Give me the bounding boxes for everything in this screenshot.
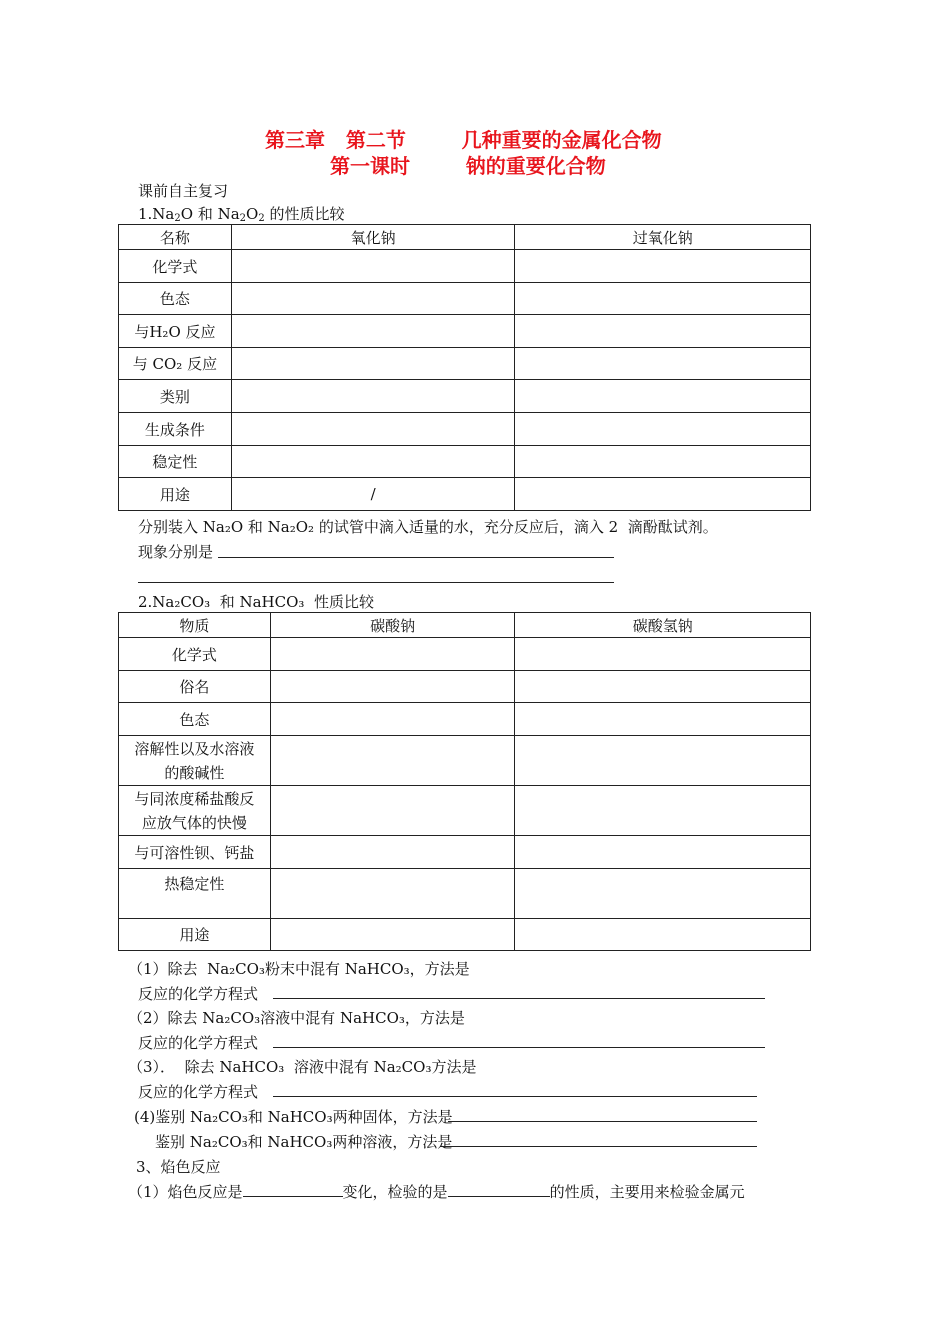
answer-line[interactable] <box>218 557 614 558</box>
section3-question-1 <box>128 1181 745 1202</box>
answer-line[interactable] <box>138 582 614 583</box>
answer-blank[interactable] <box>448 1182 550 1197</box>
page-title: 第三章 第二节 几种重要的金属化合物 <box>265 128 662 152</box>
question-2: （2）除去 Na₂CO₃溶液中混有 NaHCO₃，方法是 <box>128 1009 465 1027</box>
table-cell <box>231 413 515 446</box>
table-cell <box>231 315 515 348</box>
table1-header-na2o2: 过氧化钠 <box>515 225 811 250</box>
table1-header-na2o: 氧化钠 <box>231 225 515 250</box>
table-row: 与 CO₂ 反应 <box>119 348 232 380</box>
use-mark: / <box>231 478 515 511</box>
section1-note: 分别装入 Na₂O 和 Na₂O₂ 的试管中滴入适量的水，充分反应后，滴入 2 滴酚酞试剂。 <box>138 518 718 536</box>
answer-line[interactable] <box>440 1146 757 1147</box>
table-cell <box>270 836 515 869</box>
table-row: 类别 <box>119 380 232 413</box>
section2-heading: 2.Na₂CO₃ 和 NaHCO₃ 性质比较 <box>138 593 374 611</box>
table-cell <box>231 348 515 380</box>
table-cell <box>515 446 811 478</box>
q-part: （1）焰色反应是 <box>128 1183 243 1201</box>
answer-line[interactable] <box>273 1047 765 1048</box>
intro-text: 课前自主复习 <box>138 182 229 200</box>
table-row: 化学式 <box>119 638 271 671</box>
table-cell <box>515 869 811 919</box>
table-cell <box>515 919 811 951</box>
table-cell <box>515 250 811 283</box>
table-cell <box>270 736 515 786</box>
table-cell <box>515 315 811 348</box>
table-cell <box>270 671 515 703</box>
phenomenon-label: 现象分别是 <box>138 543 214 561</box>
table-row: 俗名 <box>119 671 271 703</box>
equation-label: 反应的化学方程式 <box>138 985 259 1003</box>
table2-header-nahco3: 碳酸氢钠 <box>515 613 811 638</box>
table-row: 用途 <box>119 478 232 511</box>
question-4a: (4)鉴别 Na₂CO₃和 NaHCO₃两种固体，方法是 <box>134 1108 453 1126</box>
table-cell <box>515 380 811 413</box>
answer-line[interactable] <box>448 1121 757 1122</box>
table2-header-na2co3: 碳酸钠 <box>270 613 515 638</box>
table-row: 与H₂O 反应 <box>119 315 232 348</box>
table-row: 稳定性 <box>119 446 232 478</box>
page-subtitle: 第一课时 钠的重要化合物 <box>330 154 606 178</box>
row-label-line: 应放气体的快慢 <box>141 813 247 832</box>
answer-blank[interactable] <box>243 1182 343 1197</box>
row-label-line: 与同浓度稀盐酸反 <box>134 789 255 808</box>
table2-header-substance: 物质 <box>119 613 271 638</box>
table-row <box>119 786 271 836</box>
table-row: 色态 <box>119 703 271 736</box>
table-cell <box>231 250 515 283</box>
table-cell <box>515 283 811 315</box>
table-row: 生成条件 <box>119 413 232 446</box>
table-row: 色态 <box>119 283 232 315</box>
table-row: 与可溶性钡、钙盐 <box>119 836 271 869</box>
table1-header-name: 名称 <box>119 225 232 250</box>
equation-label: 反应的化学方程式 <box>138 1083 259 1101</box>
table-cell <box>515 786 811 836</box>
table-cell <box>515 348 811 380</box>
q-part: 的性质，主要用来检验金属元 <box>549 1183 745 1201</box>
table-cell <box>515 413 811 446</box>
answer-line[interactable] <box>273 998 765 999</box>
row-label-line: 溶解性以及水溶液 <box>134 739 255 758</box>
table-cell <box>515 671 811 703</box>
equation-label: 反应的化学方程式 <box>138 1034 259 1052</box>
table-cell <box>270 703 515 736</box>
section1-heading: $1.Na_2O$ 和 $Na_2O_2$ 的性质比较 <box>138 205 345 224</box>
table-cell <box>515 736 811 786</box>
table-row: 用途 <box>119 919 271 951</box>
table-cell <box>270 869 515 919</box>
answer-line[interactable] <box>273 1096 757 1097</box>
table-cell <box>231 380 515 413</box>
table-row: 热稳定性 <box>119 869 271 919</box>
table-cell <box>515 638 811 671</box>
table-na2o-na2o2 <box>118 224 811 511</box>
table-cell <box>270 638 515 671</box>
table-row: 化学式 <box>119 250 232 283</box>
table-cell <box>515 478 811 511</box>
question-1: （1）除去 Na₂CO₃粉末中混有 NaHCO₃，方法是 <box>128 960 470 978</box>
row-label-line: 的酸碱性 <box>164 763 225 782</box>
table-cell <box>270 919 515 951</box>
table-cell <box>231 283 515 315</box>
q-part: 变化，检验的是 <box>342 1183 448 1201</box>
table-row <box>119 736 271 786</box>
table-na2co3-nahco3 <box>118 612 811 951</box>
table-cell <box>515 836 811 869</box>
section3-heading: 3、焰色反应 <box>136 1158 221 1176</box>
question-3: （3）． 除去 NaHCO₃ 溶液中混有 Na₂CO₃方法是 <box>128 1058 477 1076</box>
table-cell <box>231 446 515 478</box>
table-cell <box>270 786 515 836</box>
question-4b: 鉴别 Na₂CO₃和 NaHCO₃两种溶液，方法是 <box>155 1133 453 1151</box>
table-cell <box>515 703 811 736</box>
